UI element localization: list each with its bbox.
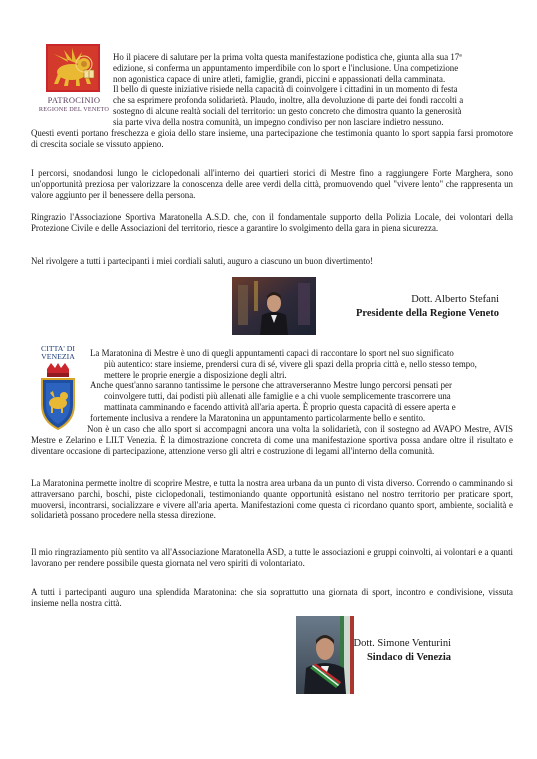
stefani-portrait-photo <box>232 277 316 335</box>
venturini-intro-line: più autentico: stare insieme, prendersi cura di sé, vivere gli spazi della propria città e, nello stesso tempo, <box>104 358 477 369</box>
venturini-signature-name: Dott. Simone Venturini <box>353 638 451 649</box>
venturini-intro-line: La Maratonina di Mestre è uno di quegli appuntamenti capaci di raccontare lo sport nel suo significato <box>90 348 454 358</box>
venturini-signature-role: Sindaco di Venezia <box>366 652 451 663</box>
stefani-signature <box>318 293 499 321</box>
stefani-signature-name: Dott. Alberto Stefani <box>411 294 499 305</box>
patrocinio-regione-veneto-logo <box>38 44 110 120</box>
stefani-paragraph-saluti: Nel rivolgere a tutti i partecipanti i miei cordiali saluti, auguro a ciascuno un buon divertimento! <box>31 256 374 266</box>
venturini-paragraph-auguri: A tutti i partecipanti auguro una splendida Maratonina: che sia soprattutto una giornata di sport, incontro e condivisione, vissuta insieme nella nostra città. <box>31 587 513 608</box>
stefani-intro-line: sostegno di alcune realtà sociali del territorio: un gesto concreto che dimostra quanto la generosità <box>113 105 462 116</box>
venezia-logo-line1: CITTA' DI <box>41 344 75 353</box>
citta-di-venezia-logo <box>35 345 81 433</box>
stefani-signature-role: Presidente della Regione Veneto <box>355 308 499 319</box>
venturini-intro-line: mattinata camminando e facendo attività all'aria aperta. È proprio questa capacità di essere aperta e <box>104 401 456 412</box>
stefani-intro-line: sia parte viva della nostra comunità, un impegno condiviso per non lasciare indietro nessuno. <box>113 116 444 127</box>
venturini-paragraph-solidarieta: Non è un caso che allo sport si accompagni ancora una volta la solidarietà, con il sostegno ad AVAPO Mestre, AVIS Mestre e Zelarino e LILT Venezia. È la dimostrazione concreta di come una manifestazione sportiva possa andare oltre il risultato e diventare occasione di partecipazione, attenzione verso gli altri e costruzione di legami all'interno della comunità. <box>31 424 513 456</box>
patrocinio-caption: PATROCINIO <box>47 95 101 105</box>
regione-veneto-caption: REGIONE DEL VENETO <box>38 106 110 113</box>
stefani-intro-line: non agonistica capace di unire atleti, famiglie, grandi, piccini e appassionati della camminata. <box>113 73 446 84</box>
stefani-intro-block <box>113 52 513 128</box>
venturini-paragraph-scoprire-mestre: La Maratonina permette inoltre di scoprire Mestre, e tutta la nostra area urbana da un punto di vista diverso. Correndo o camminando si attraversano parchi, boschi, piste ciclopedonali, testimoniando quante opportunità esistano nel nostro territorio per praticare sport, muoversi, incontrarsi, socializzare e vivere all'aria aperta. Manifestazioni come questa ci ricordano quanto sport, ambiente, socialità e solidarietà possano procedere nella stessa direzione. <box>31 478 513 521</box>
venturini-paragraph-ringraziamento: Il mio ringraziamento più sentito va all'Associazione Maratonella ASD, a tutte le associazioni e gruppi coinvolti, ai volontari e a quanti lavorano per rendere possibile questa giornata nel vero spiriti di volontariato. <box>31 547 513 568</box>
stefani-intro-line: che sa esprimere profonda solidarietà. Plaudo, inoltre, alla devoluzione di parte dei fondi raccolti a <box>113 95 464 106</box>
venturini-intro-line: fortemente inclusiva a rendere la Maratonina un appuntamento particolarmente bello e sentito. <box>90 412 426 423</box>
venturini-intro-line: Anche quest'anno saranno tantissime le persone che attraverseranno Mestre lungo percorsi pensati per <box>90 380 452 391</box>
venturini-intro-line: mettere le proprie energie a disposizione degli altri. <box>104 369 287 380</box>
stefani-intro-line: Il bello di queste iniziative risiede nella capacità di coinvolgere i cittadini in un momento di festa <box>113 84 458 95</box>
stefani-intro-line: Ho il piacere di salutare per la prima volta questa manifestazione podistica che, giunta alla sua 17ª <box>113 52 462 62</box>
venturini-intro-block-a <box>90 348 515 424</box>
venturini-signature <box>330 637 451 665</box>
venezia-logo-line2: VENEZIA <box>41 352 75 361</box>
stefani-paragraph-ringraziamenti: Ringrazio l'Associazione Sportiva Maratonella A.S.D. che, con il fondamentale supporto della Polizia Locale, dei volontari della Protezione Civile e delle Associazioni del territorio, riesce a garantire lo svolgimento della gara in piena sicurezza. <box>31 212 513 233</box>
stefani-paragraph-percorsi: I percorsi, snodandosi lungo le ciclopedonali all'interno dei quartieri storici di Mestre fino a raggiungere Forte Marghera, sono un'opportunità preziosa per valorizzare la conoscenza delle aree verdi della città, promuovendo quel "vivere lento" che rappresenta un valore aggiunto per il benessere della persona. <box>31 168 513 200</box>
stefani-paragraph-events: Questi eventi portano freschezza e gioia dello stare insieme, una partecipazione che testimonia quanto lo sport sappia farsi promotore di crescita sociale se vissuto appieno. <box>31 128 513 149</box>
stefani-intro-line: edizione, si conferma un appuntamento imperdibile con lo sport e l'inclusione. Una competizione <box>113 62 459 73</box>
lion-of-st-mark-icon <box>46 44 100 92</box>
venturini-intro-line: coinvolgere tutti, dai podisti più allenati alle famiglie e a chi vuole semplicemente trascorrere una <box>104 391 451 402</box>
